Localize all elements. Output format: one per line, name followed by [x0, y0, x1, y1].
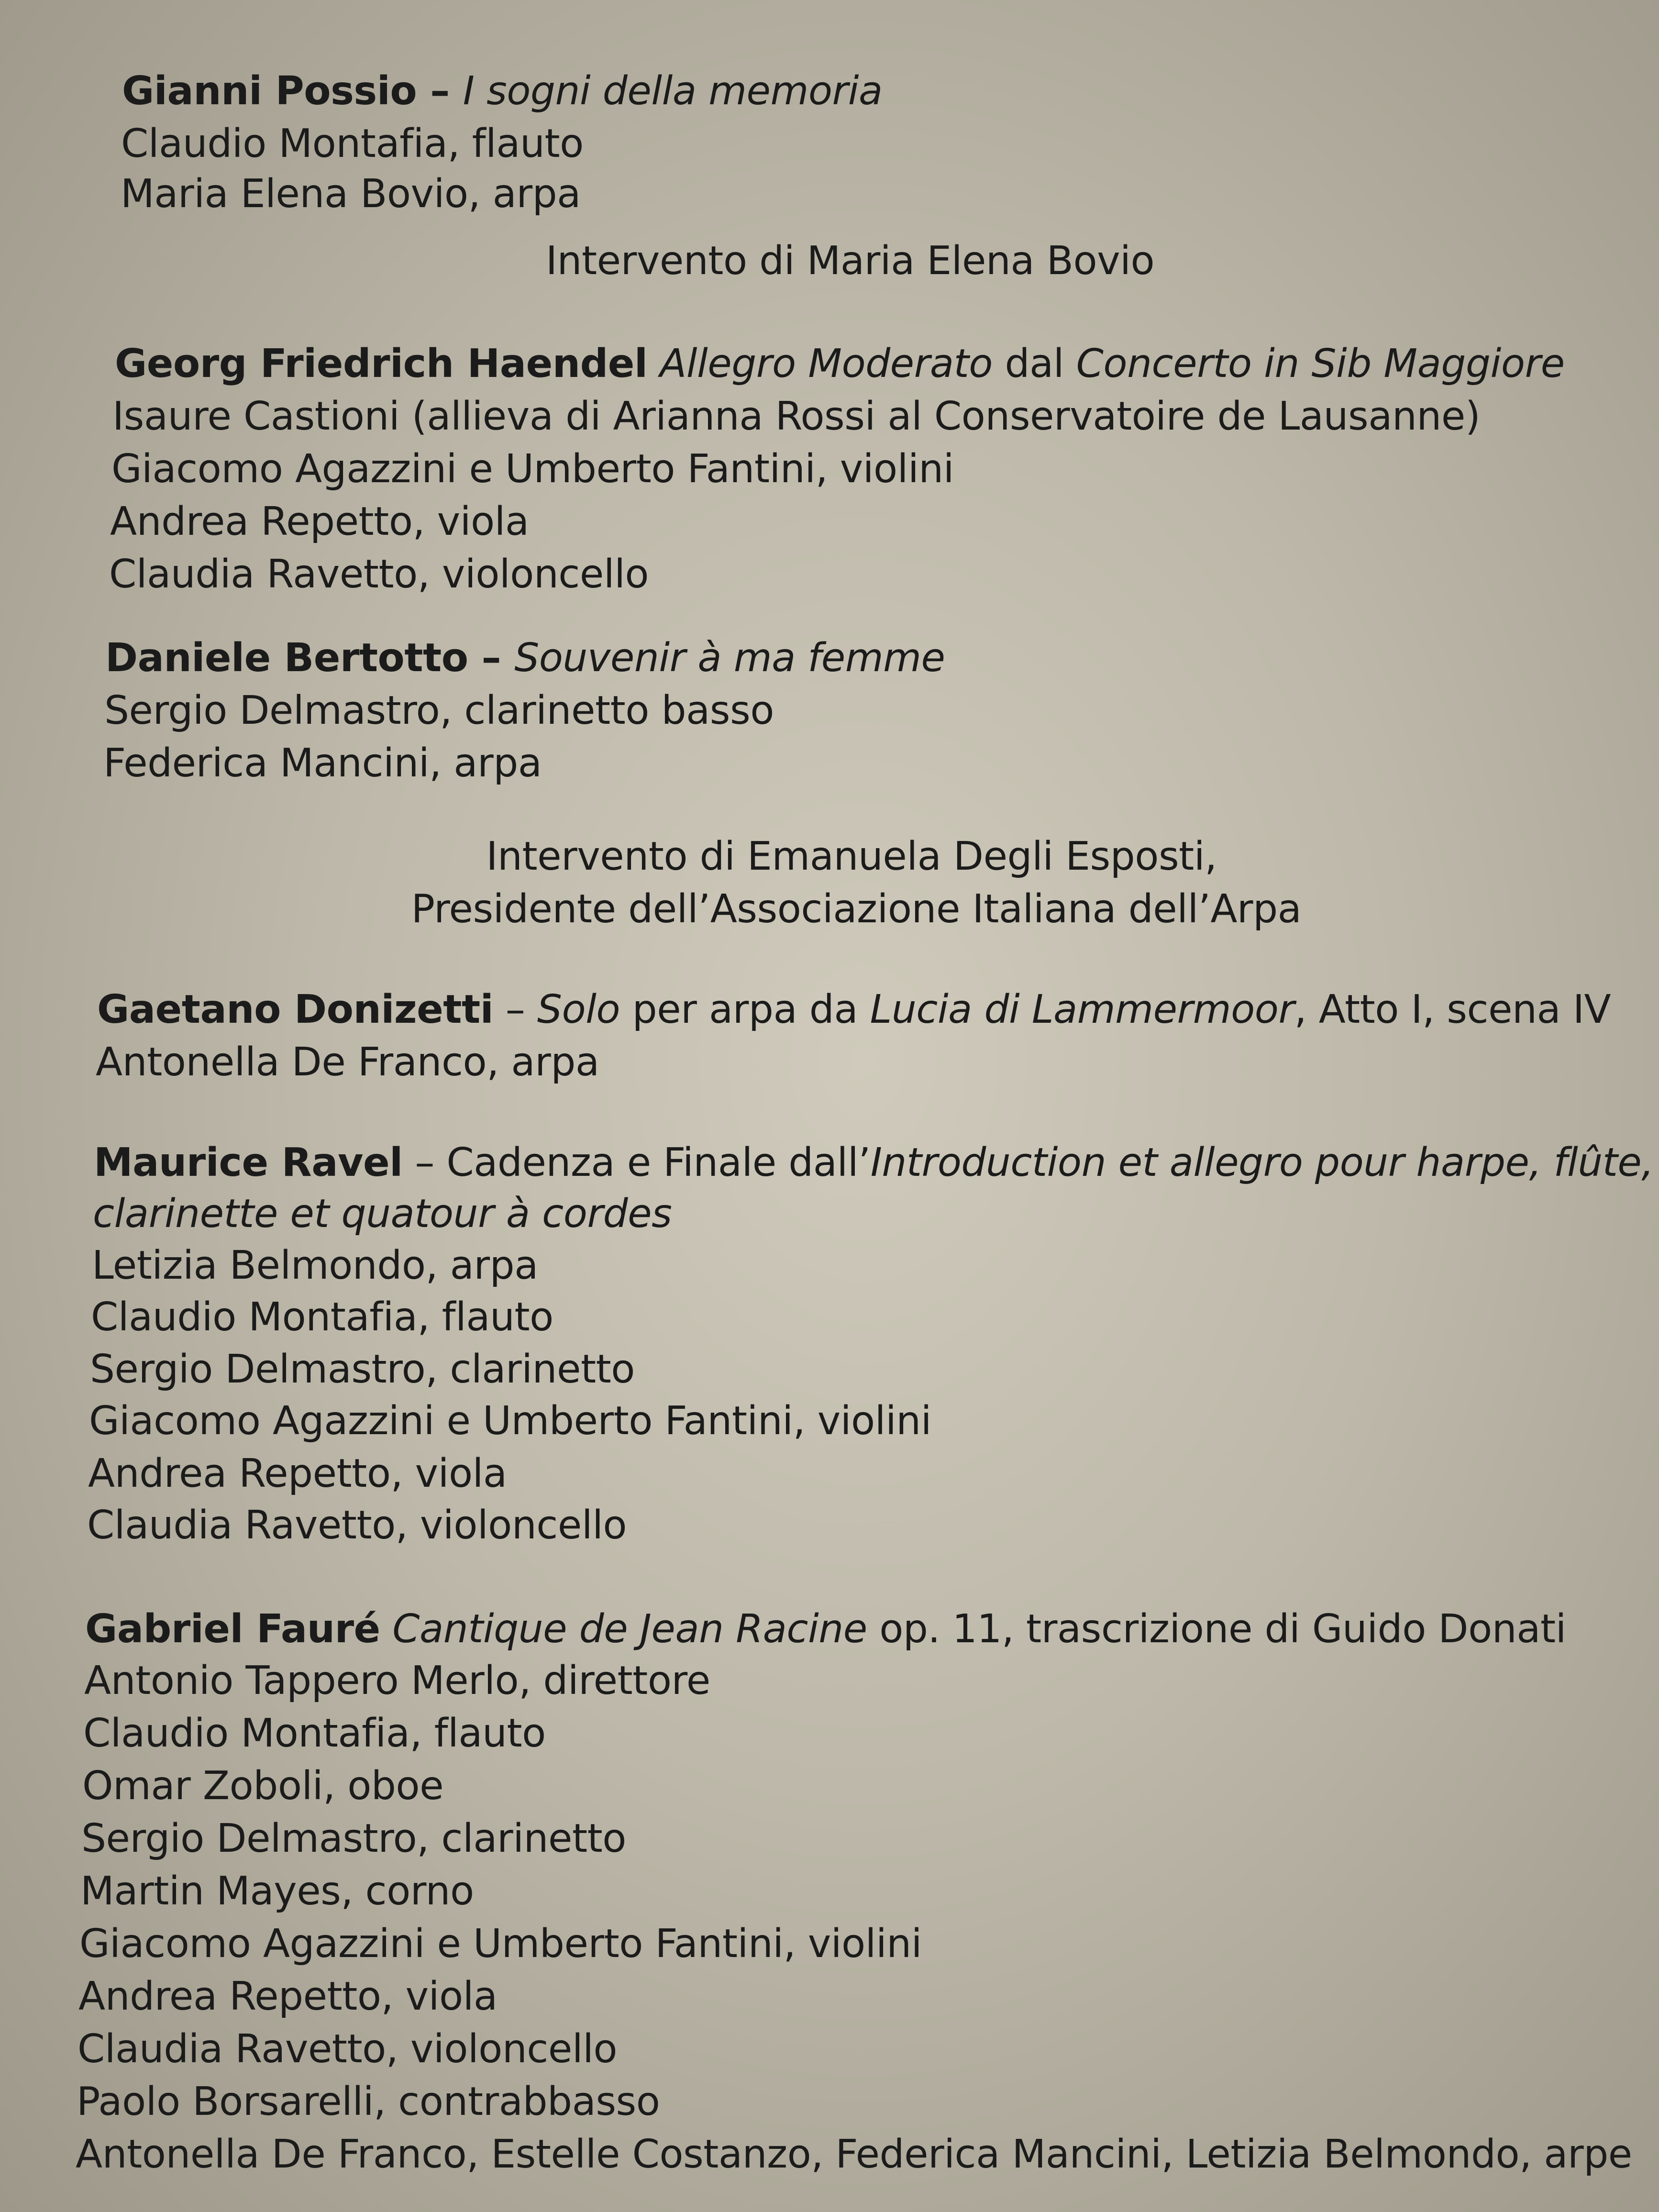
piece-heading-run: dal: [992, 341, 1076, 387]
performer-line: Sergio Delmastro, clarinetto: [81, 1816, 626, 1861]
performer-line: Giacomo Agazzini e Umberto Fantini, violini: [79, 1921, 922, 1967]
piece-heading: [94, 1140, 1654, 1185]
performer-line: Antonella De Franco, arpa: [96, 1040, 599, 1085]
performer-line: Martin Mayes, corno: [80, 1869, 474, 1914]
piece-heading-run: [380, 1606, 393, 1652]
piece-heading: [105, 635, 945, 681]
intervento-line: Intervento di Emanuela Degli Esposti,: [486, 834, 1217, 879]
piece-heading-run: –: [417, 68, 463, 114]
performer-line: Paolo Borsarelli, contrabbasso: [77, 2079, 660, 2124]
performer-line: Giacomo Agazzini e Umberto Fantini, violini: [111, 446, 954, 492]
piece-heading-run: Solo: [537, 987, 620, 1032]
piece-heading: [122, 68, 883, 114]
piece-heading-run: Souvenir à ma femme: [514, 635, 945, 681]
performer-line: Claudia Ravetto, violoncello: [109, 552, 649, 597]
intervento-line: Intervento di Maria Elena Bovio: [545, 238, 1155, 284]
piece-heading-run: –: [468, 635, 515, 681]
piece-heading: [115, 341, 1565, 387]
piece-heading-run: , Atto I, scena IV: [1294, 987, 1611, 1032]
performer-line: Letizia Belmondo, arpa: [92, 1243, 538, 1288]
piece-heading: [97, 987, 1611, 1032]
performer-line: Antonio Tappero Merlo, direttore: [84, 1658, 710, 1703]
piece-heading-run: Cantique de Jean Racine: [392, 1606, 867, 1652]
piece-heading-run: Introduction et allegro pour harpe, flûte,: [870, 1140, 1654, 1185]
performer-line: Claudio Montafia, flauto: [91, 1294, 553, 1340]
performer-line: Isaure Castioni (allieva di Arianna Rossi al Conservatoire de Lausanne): [112, 394, 1481, 439]
piece-heading-run: Georg Friedrich Haendel: [115, 341, 648, 387]
piece-heading-run: Daniele Bertotto: [105, 635, 468, 681]
piece-heading-run: I sogni della memoria: [463, 68, 883, 114]
performer-line: Claudio Montafia, flauto: [83, 1711, 546, 1756]
performer-line: Andrea Repetto, viola: [110, 499, 529, 544]
piece-heading-continued-run: clarinette et quatour à cordes: [93, 1191, 672, 1237]
performer-line: Antonella De Franco, Estelle Costanzo, Federica Mancini, Letizia Belmondo, arpe: [76, 2132, 1632, 2177]
performer-line: Maria Elena Bovio, arpa: [121, 171, 581, 217]
performer-line: Sergio Delmastro, clarinetto basso: [104, 688, 774, 733]
piece-heading-run: – Cadenza e Finale dall’: [402, 1140, 871, 1185]
performer-line: Sergio Delmastro, clarinetto: [90, 1347, 635, 1392]
piece-heading-run: Gabriel Fauré: [85, 1606, 380, 1652]
piece-heading: [85, 1606, 1566, 1652]
performer-line: Claudia Ravetto, violoncello: [87, 1503, 627, 1548]
piece-heading-run: Concerto in Sib Maggiore: [1076, 341, 1565, 387]
performer-line: Andrea Repetto, viola: [88, 1451, 507, 1496]
intervento-line: Presidente dell’Associazione Italiana dell’Arpa: [411, 886, 1302, 932]
piece-heading-run: [648, 341, 660, 387]
performer-line: Federica Mancini, arpa: [103, 741, 542, 786]
performer-line: Claudia Ravetto, violoncello: [77, 2026, 618, 2072]
piece-heading-run: Gianni Possio: [122, 68, 417, 114]
piece-heading-run: Maurice Ravel: [94, 1140, 403, 1185]
performer-line: Claudio Montafia, flauto: [121, 121, 584, 166]
performer-line: Andrea Repetto, viola: [78, 1974, 498, 2019]
piece-heading-run: op. 11, trascrizione di Guido Donati: [867, 1606, 1566, 1652]
piece-heading-run: Gaetano Donizetti: [97, 987, 494, 1032]
piece-heading-run: –: [493, 987, 537, 1032]
performer-line: Omar Zoboli, oboe: [82, 1763, 444, 1809]
piece-heading-continued: [93, 1191, 672, 1237]
performer-line: Giacomo Agazzini e Umberto Fantini, violini: [89, 1398, 931, 1444]
piece-heading-run: Allegro Moderato: [660, 341, 993, 387]
piece-heading-run: Lucia di Lammermoor: [870, 987, 1294, 1032]
piece-heading-run: per arpa da: [620, 987, 870, 1032]
